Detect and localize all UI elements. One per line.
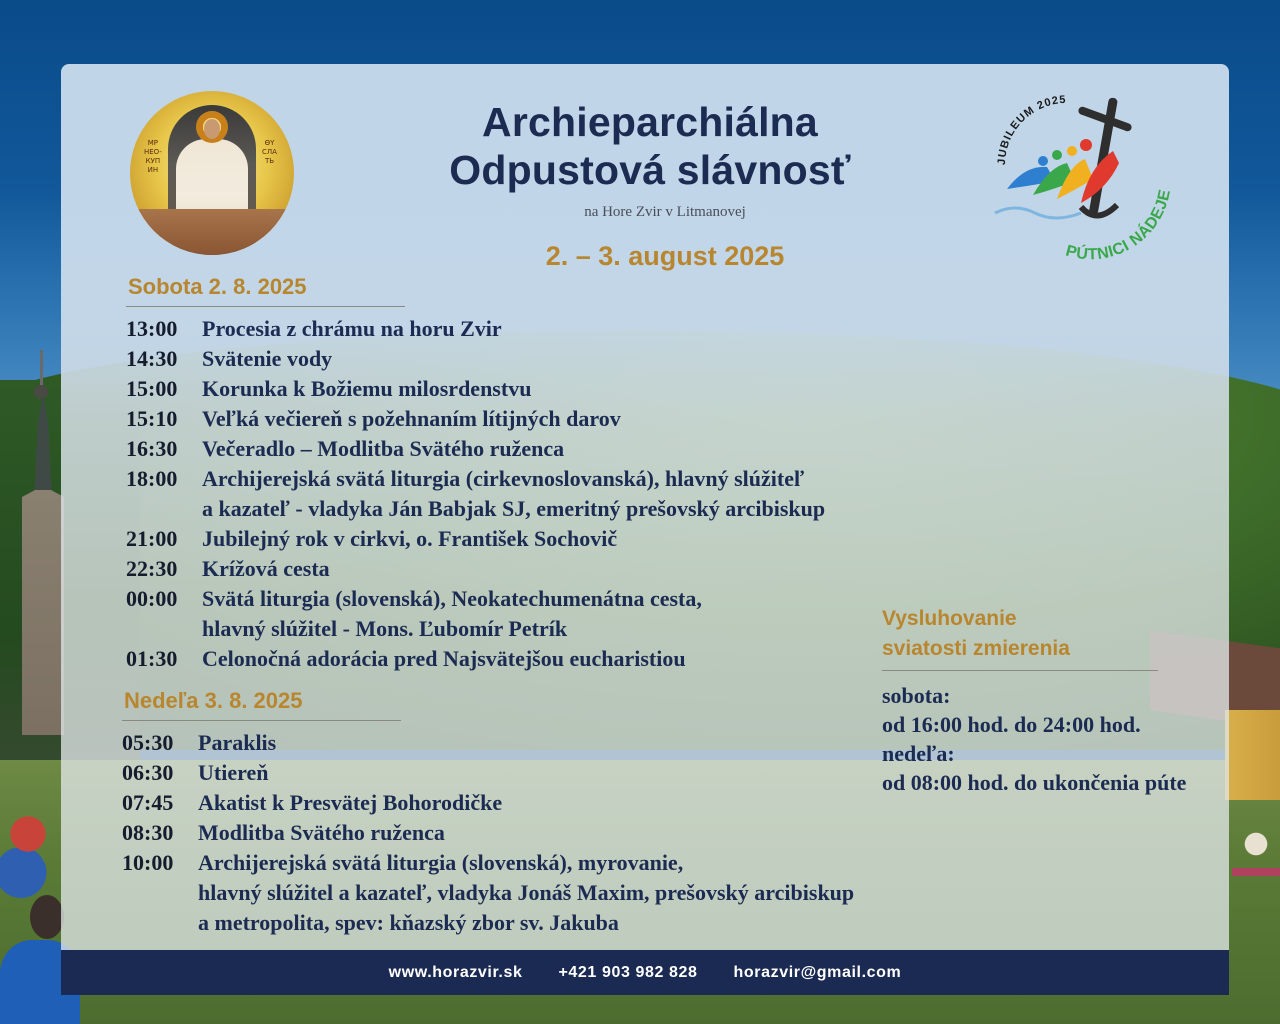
- event-description: Utiereň: [198, 760, 269, 785]
- event-time: 01:30: [126, 646, 178, 671]
- confession-panel: [882, 604, 1222, 797]
- event-time: 13:00: [126, 316, 178, 341]
- icon-face: [204, 119, 220, 139]
- icon-inscription-left: [144, 139, 162, 175]
- schedule-row: [122, 788, 854, 818]
- sunday-schedule: [122, 728, 854, 938]
- jubilee-arc-text: JUBILEUM 2025: [995, 93, 1067, 166]
- pilgrim-head: [30, 895, 64, 939]
- confession-day-sunday: nedeľa:: [882, 741, 955, 766]
- saturday-heading: Sobota 2. 8. 2025: [128, 274, 307, 299]
- saturday-schedule: [126, 314, 825, 674]
- steeple-ball: [34, 385, 48, 399]
- sunday-heading: Nedeľa 3. 8. 2025: [124, 688, 303, 713]
- event-description: Archijerejská svätá liturgia (slovenská), myrovanie,: [198, 850, 684, 875]
- icon-inscription-right: [262, 139, 277, 166]
- inscription-letter: СЛА: [262, 148, 277, 156]
- event-time: 15:00: [126, 376, 178, 401]
- inscription-letter: ΜΡ: [147, 139, 158, 147]
- schedule-row-continuation: [122, 908, 854, 938]
- event-description: Akatist k Presvätej Bohorodičke: [198, 790, 503, 815]
- page-title: [390, 98, 910, 194]
- schedule-row: [126, 434, 825, 464]
- event-time: 07:45: [122, 790, 174, 815]
- inscription-letter: НЕО-: [144, 148, 162, 156]
- inscription-letter: ΘΥ: [264, 139, 275, 147]
- icon-rocks: [130, 209, 294, 255]
- event-time: 08:30: [122, 820, 174, 845]
- inscription-letter: ТЬ: [264, 157, 275, 165]
- confession-heading-line-1: Vysluhovanie: [882, 607, 1017, 630]
- event-description: hlavný slúžitel - Mons. Ľubomír Petrík: [202, 616, 568, 641]
- schedule-row: [126, 464, 825, 494]
- event-description: Korunka k Božiemu milosrdenstvu: [202, 376, 532, 401]
- event-time: 00:00: [126, 586, 178, 611]
- event-description: Celonočná adorácia pred Najsvätejšou eucharistiou: [202, 646, 686, 671]
- inscription-letter: КУП: [145, 157, 161, 165]
- schedule-row-continuation: [126, 614, 825, 644]
- event-description: Procesia z chrámu na horu Zvir: [202, 316, 502, 341]
- jubilee-2025-logo-icon: [985, 85, 1175, 270]
- schedule-row: [126, 584, 825, 614]
- schedule-row: [126, 314, 825, 344]
- schedule-row-continuation: [122, 878, 854, 908]
- website-link[interactable]: www.horazvir.sk: [388, 963, 523, 981]
- confession-hours-saturday: od 16:00 hod. do 24:00 hod.: [882, 712, 1141, 737]
- event-time: 21:00: [126, 526, 178, 551]
- svg-text:PÚTNICI NÁDEJE: [1064, 188, 1174, 264]
- event-description: Paraklis: [198, 730, 277, 755]
- schedule-row: [122, 848, 854, 878]
- confession-hours-sunday: od 08:00 hod. do ukončenia púte: [882, 770, 1187, 795]
- event-time: 05:30: [122, 730, 174, 755]
- confession-divider: [882, 670, 1158, 671]
- schedule-row: [122, 818, 854, 848]
- pilgrims-right: [1232, 820, 1280, 900]
- event-description: Modlitba Svätého ruženca: [198, 820, 445, 845]
- location-subtitle: na Hore Zvir v Litmanovej: [584, 204, 746, 220]
- phone-link[interactable]: +421 903 982 828: [558, 963, 698, 981]
- event-description: Svätá liturgia (slovenská), Neokatechumenátna cesta,: [202, 586, 702, 611]
- event-time: 22:30: [126, 556, 178, 581]
- event-description: a kazateľ - vladyka Ján Babjak SJ, emeritný prešovský arcibiskup: [202, 496, 826, 521]
- event-description: Krížová cesta: [202, 556, 330, 581]
- event-time: 06:30: [122, 760, 174, 785]
- event-time: 18:00: [126, 466, 178, 491]
- pilgrims-left: [0, 790, 70, 900]
- event-description: Jubilejný rok v cirkvi, o. František Sochovič: [202, 526, 618, 551]
- event-description: hlavný slúžitel a kazateľ, vladyka Jonáš Maxim, prešovský arcibiskup: [198, 880, 855, 905]
- event-time: 10:00: [122, 850, 174, 875]
- schedule-row: [122, 728, 854, 758]
- event-time: 15:10: [126, 406, 178, 431]
- email-link[interactable]: horazvir@gmail.com: [733, 963, 902, 981]
- virgin-mary-icon: [130, 91, 294, 255]
- jubilee-motto: PÚTNICI NÁDEJE: [1063, 187, 1175, 264]
- schedule-row: [126, 554, 825, 584]
- event-time: 14:30: [126, 346, 178, 371]
- building-wall: [1225, 710, 1280, 800]
- event-time: 16:30: [126, 436, 178, 461]
- confession-heading-line-2: sviatosti zmierenia: [882, 637, 1070, 660]
- event-description: Večeradlo – Modlitba Svätého ruženca: [202, 436, 565, 461]
- schedule-row: [126, 404, 825, 434]
- event-description: Archijerejská svätá liturgia (cirkevnoslovanská), hlavný slúžiteľ: [202, 466, 805, 491]
- schedule-row: [122, 758, 854, 788]
- sunday-divider: [122, 720, 401, 721]
- event-date-range: 2. – 3. august 2025: [545, 241, 785, 271]
- schedule-row: [126, 344, 825, 374]
- confession-day-saturday: sobota:: [882, 683, 951, 708]
- title-line-1: Archieparchiálna: [482, 99, 818, 145]
- saturday-divider: [126, 306, 405, 307]
- event-description: a metropolita, spev: kňazský zbor sv. Jakuba: [198, 910, 619, 935]
- schedule-row-continuation: [126, 494, 825, 524]
- schedule-row: [126, 524, 825, 554]
- title-line-2: Odpustová slávnosť: [449, 147, 851, 193]
- contact-footer: [61, 950, 1229, 995]
- inscription-letter: ИН: [147, 166, 159, 174]
- schedule-row: [126, 644, 825, 674]
- event-description: Svätenie vody: [202, 346, 333, 371]
- schedule-row: [126, 374, 825, 404]
- event-description: Veľká večiereň s požehnaním lítijných darov: [202, 406, 621, 431]
